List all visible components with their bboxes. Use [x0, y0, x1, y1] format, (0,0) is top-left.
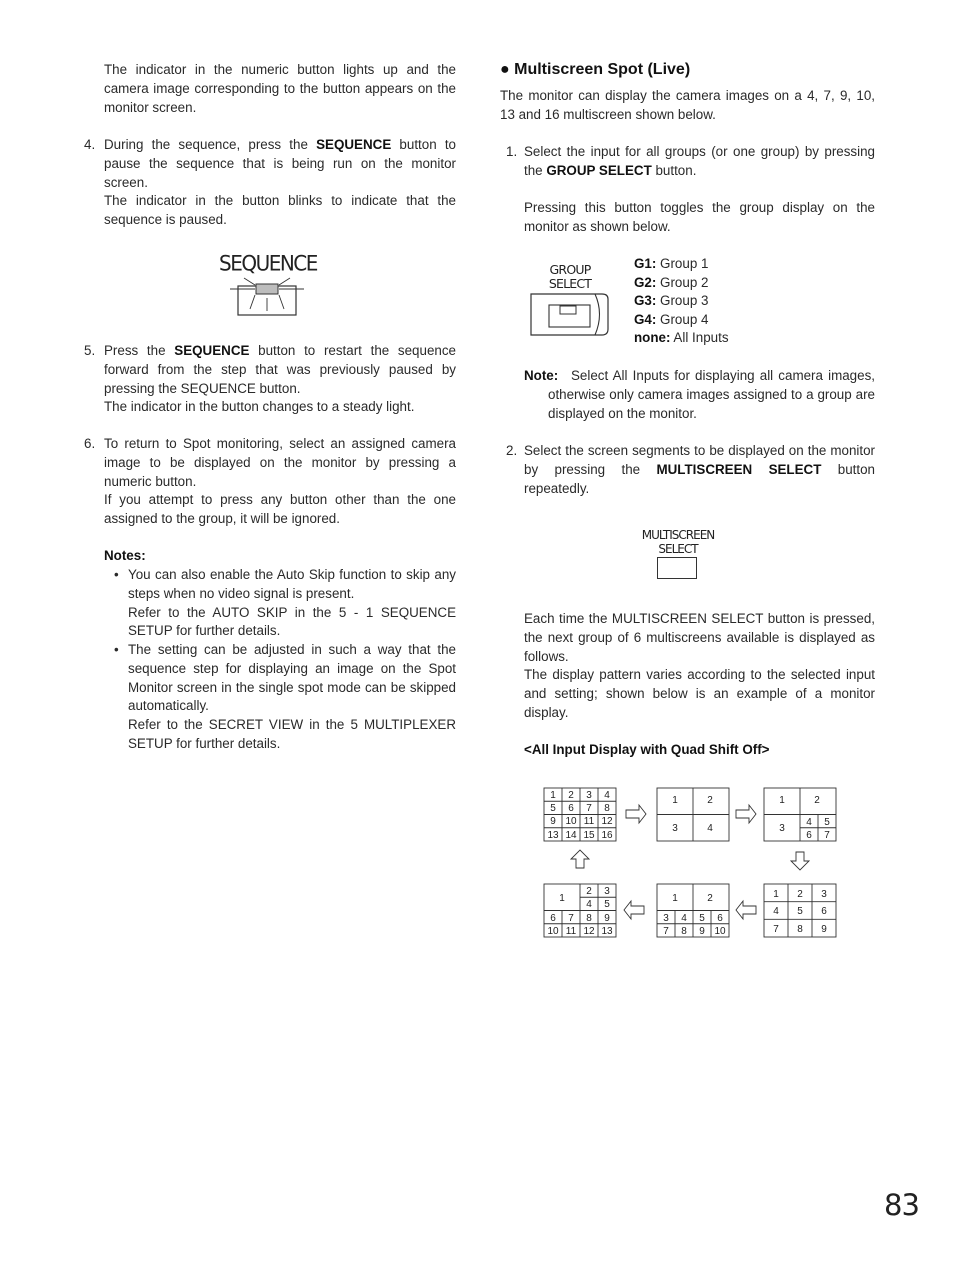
- page-number: 83: [884, 1188, 919, 1222]
- notes-title: Notes:: [104, 548, 146, 563]
- multiscreen-4-split: [657, 788, 729, 841]
- svg-text:7: 7: [773, 924, 779, 935]
- svg-text:7: 7: [663, 926, 669, 937]
- svg-text:16: 16: [601, 830, 613, 841]
- svg-text:8: 8: [797, 924, 803, 935]
- legend-item: G3: Group 3: [634, 293, 709, 309]
- svg-text:3: 3: [672, 823, 678, 834]
- svg-text:9: 9: [604, 913, 610, 924]
- svg-text:7: 7: [568, 913, 574, 924]
- svg-text:13: 13: [601, 926, 613, 937]
- svg-text:4: 4: [806, 817, 812, 828]
- svg-text:10: 10: [565, 816, 577, 827]
- svg-text:7: 7: [586, 803, 592, 814]
- multiscreen-16-split: [544, 788, 616, 841]
- step-6: 6. To return to Spot monitoring, select an assigned camera image to be displayed on the monitor by pressing a numeric button. If you attempt to press any button other than the one assigned to the group, it will be ignored.: [84, 436, 456, 527]
- svg-text:9: 9: [699, 926, 705, 937]
- svg-text:13: 13: [547, 830, 559, 841]
- svg-text:6: 6: [806, 830, 812, 841]
- multiscreen-7-split: [764, 788, 836, 841]
- legend-item: none: All Inputs: [634, 330, 729, 346]
- svg-text:9: 9: [550, 816, 556, 827]
- svg-text:6: 6: [568, 803, 574, 814]
- step-5: 5. Press the SEQUENCE button to restart the sequence forward from the step that was previously paused by pressing the SEQUENCE button. The indicator in the button changes to a steady light.: [84, 343, 456, 415]
- svg-text:14: 14: [565, 830, 577, 841]
- step-4: 4. During the sequence, press the SEQUENCE button to pause the sequence that is being run on the monitor screen. The indicator in the button blinks to indicate that the sequence is paused.: [84, 137, 456, 228]
- multiscreen-pattern-diagram: [540, 783, 840, 943]
- multiscreen-13-split: [544, 884, 616, 937]
- paragraph-each-time: Each time the MULTISCREEN SELECT button is pressed, the next group of 6 multiscreens available is displayed as follows.: [524, 611, 875, 664]
- svg-text:6: 6: [717, 913, 723, 924]
- multiscreen-select-button-icon: [657, 557, 697, 579]
- svg-text:4: 4: [586, 899, 592, 910]
- svg-text:2: 2: [707, 795, 713, 806]
- note-item: • You can also enable the Auto Skip function to skip any steps when no video signal is present. Refer to the AUTO SKIP in the 5 - 1 SEQUENCE SETUP for further details.: [114, 567, 456, 639]
- svg-text:1: 1: [559, 893, 565, 904]
- step-1: 1. Select the input for all groups (or one group) by pressing the GROUP SELECT button.: [506, 144, 875, 178]
- svg-text:11: 11: [583, 816, 595, 827]
- step-number: 2.: [506, 443, 518, 458]
- svg-text:6: 6: [821, 906, 827, 917]
- section-intro: The monitor can display the camera images on a 4, 7, 9, 10, 13 and 16 multiscreen shown below.: [500, 88, 875, 122]
- arrow-left-icon: [736, 901, 756, 919]
- svg-text:5: 5: [699, 913, 705, 924]
- sequence-button-label: SEQUENCE: [219, 250, 317, 276]
- paragraph-display-pattern: The display pattern varies according to the selected input and setting; shown below is an example of a monitor display.: [524, 667, 875, 720]
- sequence-button-icon: [226, 276, 310, 318]
- svg-text:8: 8: [604, 803, 610, 814]
- svg-text:10: 10: [714, 926, 726, 937]
- svg-text:15: 15: [583, 830, 595, 841]
- svg-text:12: 12: [583, 926, 595, 937]
- group-select-label: GROUP SELECT: [548, 262, 592, 291]
- heading-bullet: ●: [500, 61, 510, 78]
- svg-text:5: 5: [824, 817, 830, 828]
- svg-text:1: 1: [550, 790, 556, 801]
- svg-text:2: 2: [707, 893, 713, 904]
- legend-item: G1: Group 1: [634, 256, 709, 271]
- diagram-caption: <All Input Display with Quad Shift Off>: [524, 742, 770, 757]
- svg-text:12: 12: [601, 816, 613, 827]
- arrow-up-icon: [571, 850, 589, 868]
- svg-text:1: 1: [672, 795, 678, 806]
- multiscreen-select-label: MULTISCREEN SELECT: [641, 528, 715, 556]
- svg-text:4: 4: [773, 906, 779, 917]
- arrow-right-icon: [736, 805, 756, 823]
- svg-text:4: 4: [681, 913, 687, 924]
- step-number: 4.: [84, 137, 96, 152]
- svg-text:5: 5: [550, 803, 556, 814]
- step-number: 6.: [84, 436, 96, 451]
- svg-text:5: 5: [797, 906, 803, 917]
- arrow-down-icon: [791, 852, 809, 870]
- svg-text:2: 2: [568, 790, 574, 801]
- legend-item: G4: Group 4: [634, 311, 709, 327]
- step-number: 5.: [84, 343, 96, 358]
- svg-text:8: 8: [681, 926, 687, 937]
- svg-text:10: 10: [547, 926, 559, 937]
- svg-text:2: 2: [797, 889, 803, 900]
- intro-paragraph: The indicator in the numeric button lights up and the camera image corresponding to the button appears on the monitor screen.: [104, 62, 456, 115]
- legend-item: G2: Group 2: [634, 274, 709, 290]
- svg-text:1: 1: [672, 893, 678, 904]
- svg-text:3: 3: [779, 823, 785, 834]
- step-number: 1.: [506, 144, 518, 159]
- svg-text:1: 1: [773, 889, 779, 900]
- group-select-button-icon: [530, 293, 610, 337]
- svg-text:9: 9: [821, 924, 827, 935]
- svg-text:11: 11: [565, 926, 577, 937]
- arrow-right-icon: [626, 805, 646, 823]
- svg-text:3: 3: [821, 889, 827, 900]
- svg-text:3: 3: [604, 886, 610, 897]
- group-legend: [634, 255, 729, 348]
- svg-text:2: 2: [814, 795, 820, 806]
- svg-text:8: 8: [586, 913, 592, 924]
- svg-text:7: 7: [824, 830, 830, 841]
- arrow-left-icon: [624, 901, 644, 919]
- multiscreen-9-split: [764, 884, 836, 937]
- step-2: 2. Select the screen segments to be displayed on the monitor by pressing the MULTISCREEN SELECT button repeatedly.: [506, 443, 875, 496]
- svg-text:3: 3: [663, 913, 669, 924]
- note-label: Note:: [524, 368, 559, 383]
- svg-text:2: 2: [586, 886, 592, 897]
- svg-text:4: 4: [707, 823, 713, 834]
- note-item: • The setting can be adjusted in such a way that the sequence step for displaying an image on the Spot Monitor screen in the single spot mode can be skipped automatically. Refer to the SECRET VIEW in the 5 MULTIPLEXER SETUP for further details.: [114, 642, 456, 751]
- svg-text:3: 3: [586, 790, 592, 801]
- step-1-detail: Pressing this button toggles the group display on the monitor as shown below.: [524, 200, 875, 234]
- svg-text:1: 1: [779, 795, 785, 806]
- svg-text:5: 5: [604, 899, 610, 910]
- svg-text:4: 4: [604, 790, 610, 801]
- section-heading: ● Multiscreen Spot (Live): [500, 61, 691, 78]
- note-text: Select All Inputs for displaying all camera images, otherwise only camera images assigned to a group are displayed on the monitor.: [548, 368, 875, 421]
- svg-text:6: 6: [550, 913, 556, 924]
- multiscreen-10-split: [657, 884, 729, 937]
